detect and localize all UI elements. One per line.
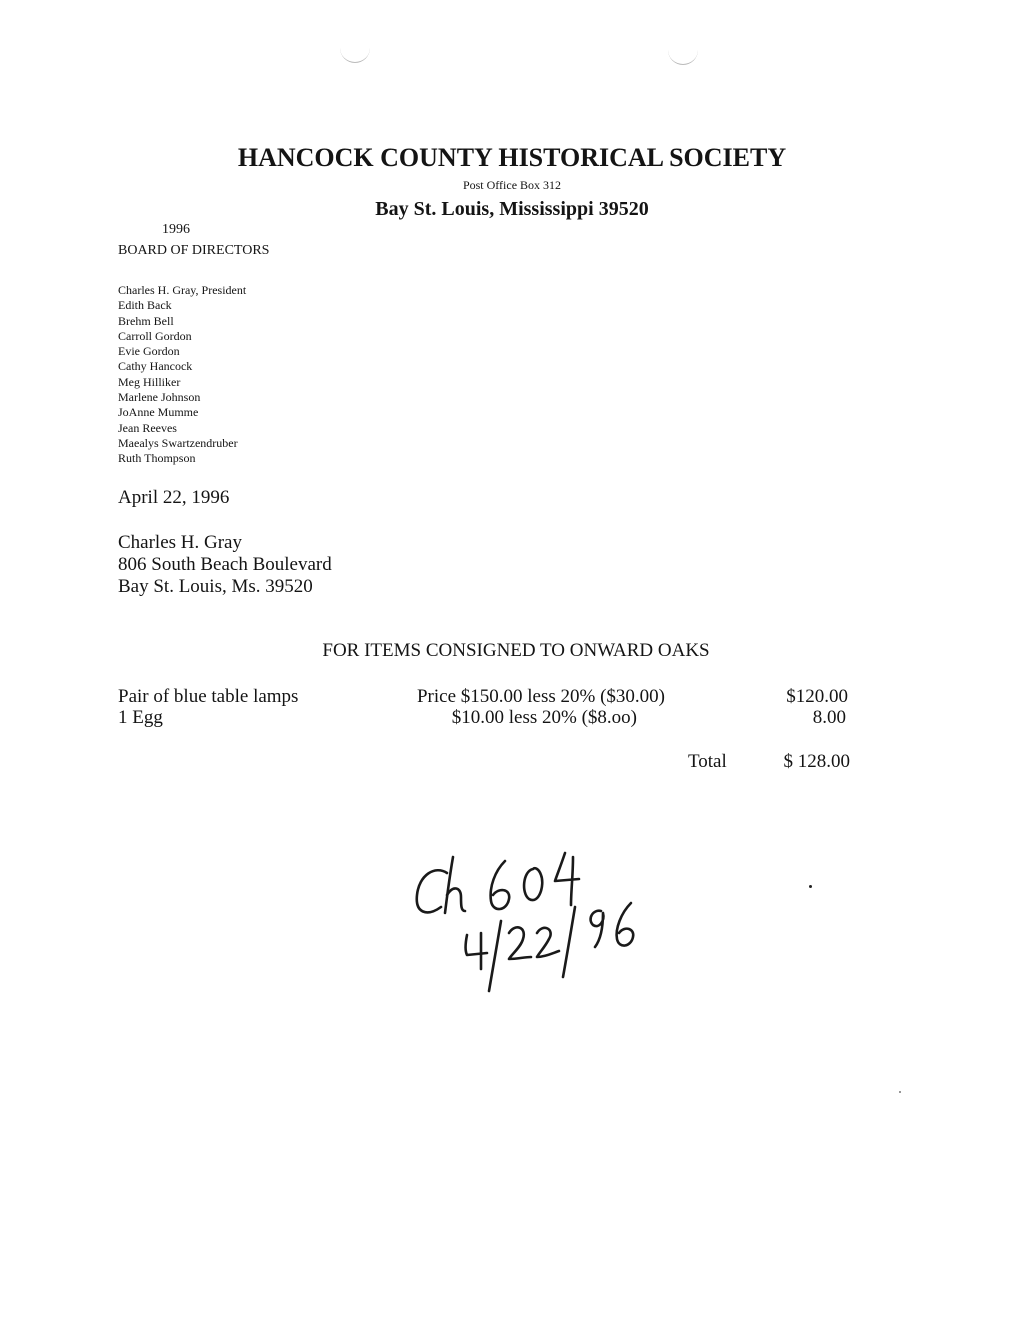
organization-name: HANCOCK COUNTY HISTORICAL SOCIETY — [237, 143, 787, 172]
item-amount: $120.00 — [786, 686, 848, 707]
board-member: Marlene Johnson — [118, 390, 201, 405]
scan-speck — [809, 885, 812, 888]
item-amount: 8.00 — [812, 707, 846, 728]
total-label: Total — [688, 751, 727, 772]
organization-city: Bay St. Louis, Mississippi 39520 — [375, 198, 649, 220]
board-member-list — [118, 283, 246, 467]
recipient-name: Charles H. Gray — [118, 532, 242, 553]
board-member: Carroll Gordon — [118, 328, 192, 343]
item-price: $10.00 less 20% ($8.oo) — [451, 707, 637, 728]
item-price: Price $150.00 less 20% ($30.00) — [416, 686, 665, 707]
item-description: 1 Egg — [118, 707, 163, 728]
punch-hole-mark-left — [340, 46, 370, 63]
letter-date: April 22, 1996 — [118, 487, 230, 508]
board-member: Meg Hilliker — [118, 374, 181, 389]
recipient-city: Bay St. Louis, Ms. 39520 — [118, 576, 313, 597]
handwritten-note — [395, 835, 665, 995]
board-year: 1996 — [162, 222, 190, 237]
board-member: Maealys Swartzendruber — [118, 435, 238, 450]
board-member: Charles H. Gray, President — [118, 283, 247, 297]
board-member: Jean Reeves — [118, 420, 177, 435]
board-member: Ruth Thompson — [118, 451, 196, 466]
item-description: Pair of blue table lamps — [118, 686, 299, 707]
punch-hole-mark-right — [668, 48, 698, 65]
board-heading: BOARD OF DIRECTORS — [118, 243, 270, 258]
total-amount: $ 128.00 — [783, 751, 850, 772]
po-box: Post Office Box 312 — [462, 178, 562, 192]
board-member: JoAnne Mumme — [118, 405, 199, 420]
board-member: Brehm Bell — [118, 313, 174, 328]
scan-speck — [899, 1091, 901, 1093]
board-member: Cathy Hancock — [118, 359, 193, 374]
recipient-street: 806 South Beach Boulevard — [118, 554, 332, 575]
board-member: Edith Back — [118, 298, 172, 313]
board-member: Evie Gordon — [118, 344, 180, 359]
consignment-heading: FOR ITEMS CONSIGNED TO ONWARD OAKS — [322, 640, 710, 661]
